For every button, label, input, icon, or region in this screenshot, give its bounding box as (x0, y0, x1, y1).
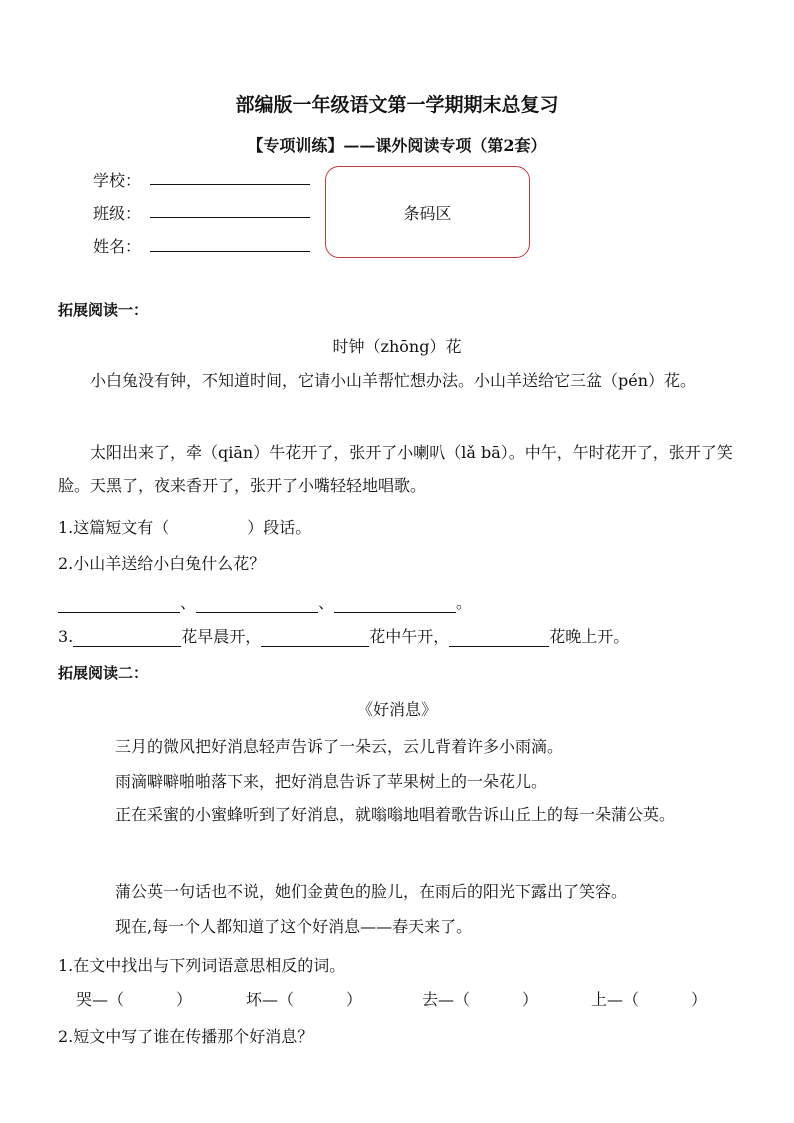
barcode-area (325, 166, 530, 258)
q3-text-c: 花晚上开。 (549, 627, 630, 646)
reading1-question-1 (58, 515, 311, 538)
reading2-question-1: 1.在文中找出与下列词语意思相反的词。 (58, 956, 346, 975)
reading2-paragraph-5: 现在,每一个人都知道了这个好消息——春天来了。 (115, 917, 473, 936)
q3-answer-blank-2[interactable] (261, 628, 369, 647)
q3-text-a: 花早晨开， (181, 627, 262, 646)
q3-number: 3. (58, 627, 74, 646)
antonym-close: ） (176, 990, 193, 1009)
q2-answer-blank-1[interactable] (58, 594, 180, 613)
antonym-close: ） (691, 990, 708, 1009)
reading2-paragraph-2: 雨滴噼噼啪啪落下来，把好消息告诉了苹果树上的一朵花儿。 (115, 772, 548, 791)
reading1-question-2: 2.小山羊送给小白兔什么花？ (58, 554, 266, 573)
reading1-paragraph-1: 小白兔没有钟，不知道时间，它请小山羊帮忙想办法。小山羊送给它三盆（pén）花。 (90, 371, 697, 390)
reading2-heading: 拓展阅读二： (58, 664, 149, 682)
separator: 、 (180, 593, 197, 612)
reading2-question-2: 2.短文中写了谁在传播那个好消息？ (58, 1027, 314, 1046)
antonym-close: ） (346, 990, 363, 1009)
reading2-paragraph-3: 正在采蜜的小蜜蜂听到了好消息，就嗡嗡地唱着歌告诉山丘上的每一朵蒲公英。 (115, 805, 676, 824)
document-subtitle: 【专项训练】——课外阅读专项（第2套） (247, 136, 547, 155)
q3-text-b: 花中午开， (369, 627, 450, 646)
antonym-close: ） (522, 990, 539, 1009)
antonym-item-2 (246, 987, 362, 1010)
reading2-paragraph-4: 蒲公英一句话也不说，她们金黄色的脸儿，在雨后的阳光下露出了笑容。 (115, 882, 628, 901)
antonym-word: 去—（ (422, 990, 471, 1009)
class-label: 班级： (93, 204, 142, 223)
antonym-word: 上—（ (591, 990, 640, 1009)
name-label: 姓名： (93, 237, 142, 256)
q2-answer-blank-3[interactable] (334, 594, 456, 613)
school-label: 学校： (93, 171, 142, 190)
reading1-question-2-answers (58, 590, 472, 613)
class-input-line[interactable] (150, 217, 310, 218)
reading2-paragraph-1: 三月的微风把好消息轻声告诉了一朵云，云儿背着许多小雨滴。 (115, 737, 564, 756)
period: 。 (456, 593, 473, 612)
antonym-word: 坏—（ (246, 990, 295, 1009)
reading1-paragraph-2: 太阳出来了，牵（qiān）牛花开了，张开了小喇叭（lǎ bā）。中午，午时花开了，张开了笑脸。天黑了，夜来香开了，张开了小嘴轻轻地唱歌。 (58, 443, 733, 495)
antonym-item-3 (422, 987, 538, 1010)
barcode-label: 条码区 (403, 203, 452, 223)
antonym-word: 哭—（ (76, 990, 125, 1009)
q2-answer-blank-2[interactable] (196, 594, 318, 613)
q1-text-pre: 1.这篇短文有（ (58, 518, 170, 537)
name-input-line[interactable] (150, 251, 310, 252)
q3-answer-blank-3[interactable] (449, 628, 549, 647)
q1-text-post: ）段话。 (247, 518, 312, 537)
reading1-title: 时钟（zhōng）花 (332, 337, 462, 356)
reading1-heading: 拓展阅读一： (58, 301, 149, 319)
antonym-item-4 (591, 987, 707, 1010)
q3-answer-blank-1[interactable] (73, 628, 181, 647)
school-input-line[interactable] (150, 184, 310, 185)
separator: 、 (318, 593, 335, 612)
antonym-item-1 (76, 987, 192, 1010)
reading2-title: 《好消息》 (356, 700, 437, 719)
reading1-question-3 (58, 624, 629, 647)
document-title: 部编版一年级语文第一学期期末总复习 (235, 94, 559, 116)
